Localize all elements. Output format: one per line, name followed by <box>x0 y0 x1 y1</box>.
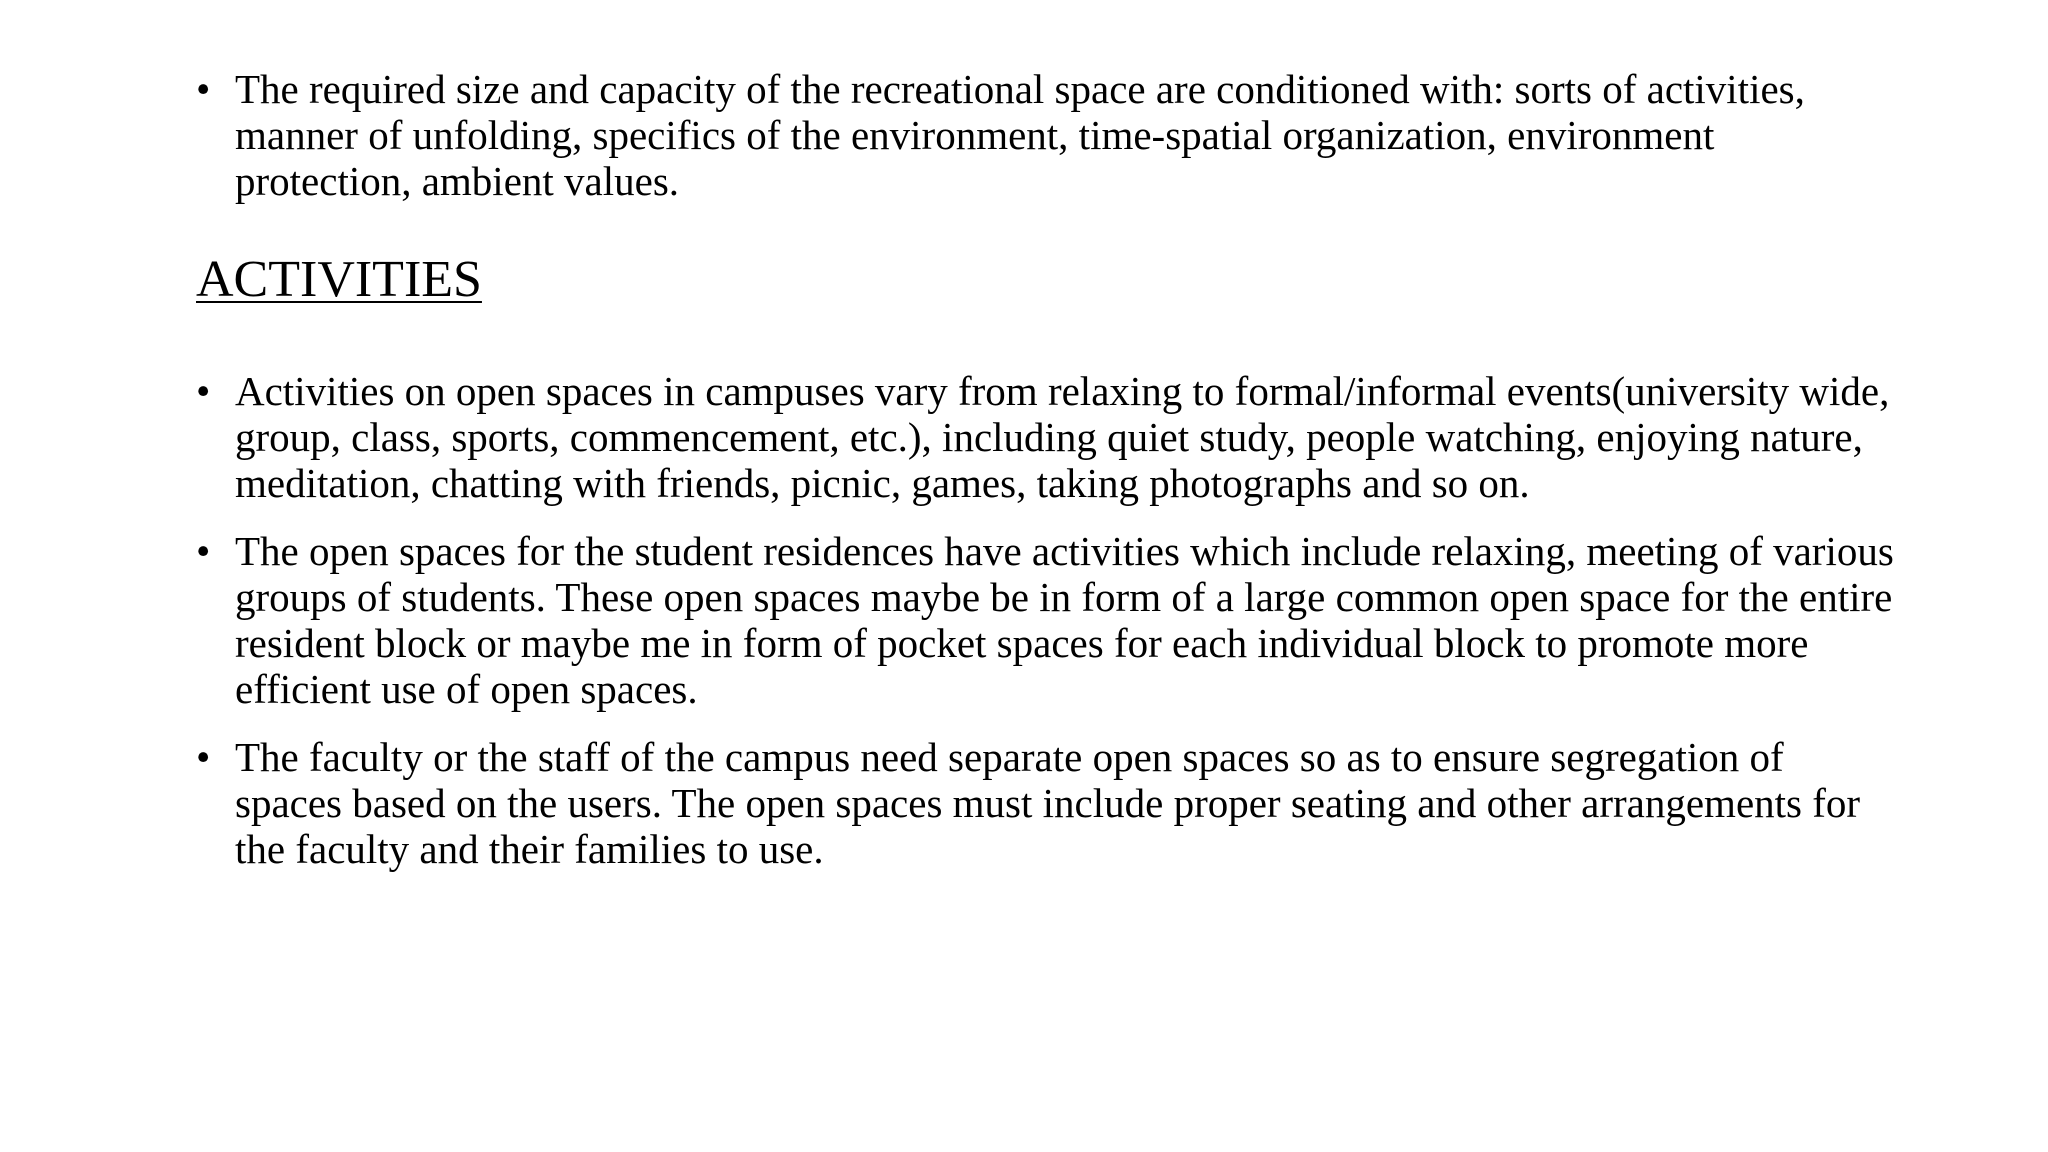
list-item <box>196 66 1896 204</box>
bullet-icon: • <box>196 528 211 574</box>
bullet-text: The open spaces for the student residences have activities which include relaxing, meeting of various groups of students. These open spaces maybe be in form of a large common open space for the entire resident block or maybe me in form of pocket spaces for each individual block to promote more efficient use of open spaces. <box>235 528 1894 712</box>
bullet-icon: • <box>196 734 211 780</box>
bullet-icon: • <box>196 368 211 414</box>
list-item <box>196 734 1896 872</box>
bullet-icon: • <box>196 66 211 112</box>
intro-bullet-list <box>196 66 1896 226</box>
section-heading: ACTIVITIES <box>196 251 482 308</box>
activities-bullet-list <box>196 368 1896 894</box>
list-item <box>196 528 1896 712</box>
list-item <box>196 368 1896 506</box>
bullet-text: The required size and capacity of the recreational space are conditioned with: sorts of activities, manner of unfolding, specifics of the environment, time-spatial organization, environment protection, ambient values. <box>235 66 1805 204</box>
bullet-text: Activities on open spaces in campuses vary from relaxing to formal/informal events(university wide, group, class, sports, commencement, etc.), including quiet study, people watching, enjoying nature, meditation, chatting with friends, picnic, games, taking photographs and so on. <box>235 368 1890 506</box>
bullet-text: The faculty or the staff of the campus need separate open spaces so as to ensure segregation of spaces based on the users. The open spaces must include proper seating and other arrangements for the faculty and their families to use. <box>235 734 1861 872</box>
